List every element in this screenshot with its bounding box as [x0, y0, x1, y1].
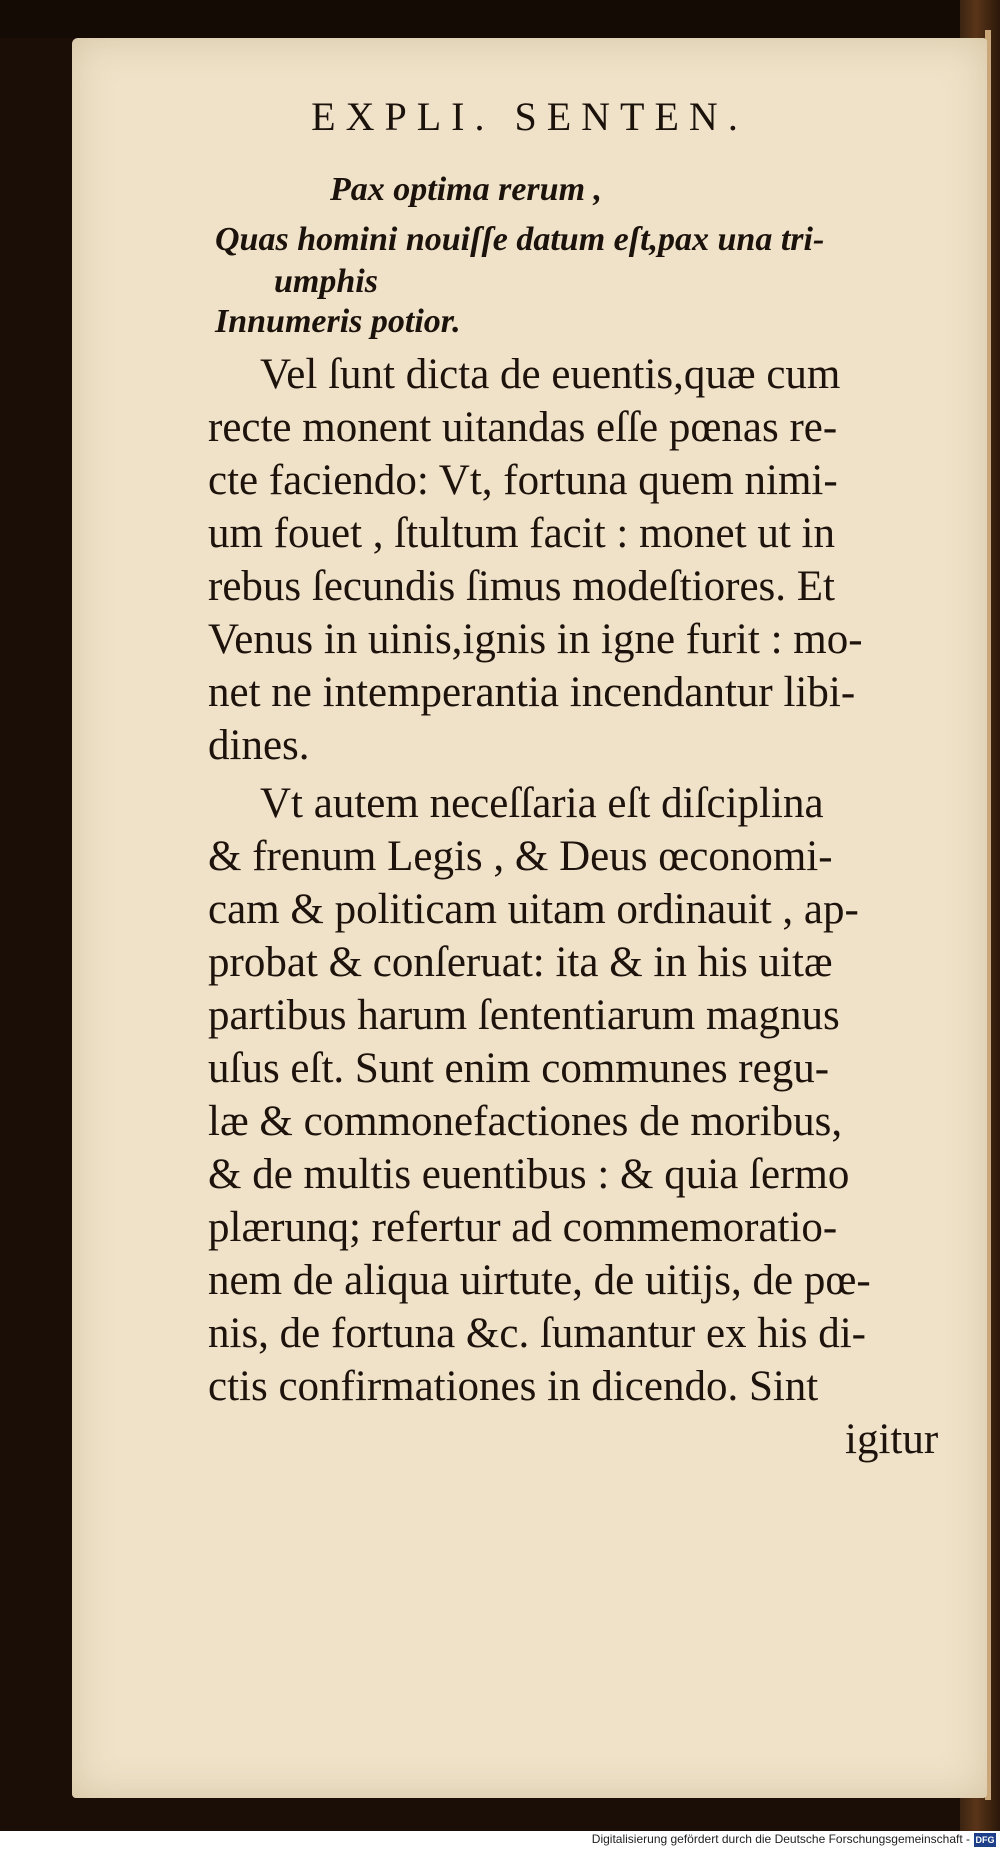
- dfg-logo: DFG: [975, 1835, 995, 1845]
- book-top-edge: [0, 0, 1000, 38]
- verse-line: Pax optima rerum ,: [330, 171, 603, 208]
- body-line: & de multis euentibus : & quia ſermo: [208, 1151, 850, 1198]
- body-line: nis, de fortuna &c. ſumantur ex his di-: [208, 1310, 866, 1357]
- body-line: Vel ſunt dicta de euentis,quæ cum: [260, 351, 841, 398]
- running-head: EXPLI. SENTEN.: [311, 94, 748, 139]
- verse-line: Quas homini nouiſſe datum eſt,pax una tri-: [215, 221, 825, 258]
- catchword: igitur: [845, 1416, 939, 1463]
- body-line: rebus ſecundis ſimus modeſtiores. Et: [208, 563, 835, 610]
- body-line: Venus in uinis,ignis in igne furit : mo-: [208, 616, 863, 663]
- body-line: dines.: [208, 722, 310, 769]
- body-line: cte faciendo: Vt, fortuna quem nimi-: [208, 457, 838, 504]
- book-page: [72, 38, 987, 1798]
- body-line: um fouet , ſtultum facit : monet ut in: [208, 510, 835, 557]
- verse-line: umphis: [274, 263, 378, 300]
- verse-line: Innumeris potior.: [215, 303, 461, 340]
- body-line: net ne intemperantia incendantur libi-: [208, 669, 856, 716]
- body-line: Vt autem neceſſaria eſt diſciplina: [260, 780, 824, 827]
- body-line: nem de aliqua uirtute, de uitijs, de pœ-: [208, 1257, 871, 1304]
- body-line: uſus eſt. Sunt enim communes regu-: [208, 1045, 830, 1092]
- body-line: partibus harum ſententiarum magnus: [208, 992, 840, 1039]
- body-line: plærunq; refertur ad commemoratio-: [208, 1204, 838, 1251]
- body-line: & frenum Legis , & Deus œconomi-: [208, 833, 833, 880]
- body-line: læ & commonefactiones de moribus,: [208, 1098, 843, 1145]
- body-line: ctis confirmationes in dicendo. Sint: [208, 1363, 819, 1410]
- body-line: probat & conſeruat: ita & in his uitæ: [208, 939, 833, 986]
- body-line: recte monent uitandas eſſe pœnas re-: [208, 404, 838, 451]
- funding-credit: Digitalisierung gefördert durch die Deutsche Forschungsgemeinschaft -: [591, 1832, 970, 1846]
- body-line: cam & politicam uitam ordinauit , ap-: [208, 886, 859, 933]
